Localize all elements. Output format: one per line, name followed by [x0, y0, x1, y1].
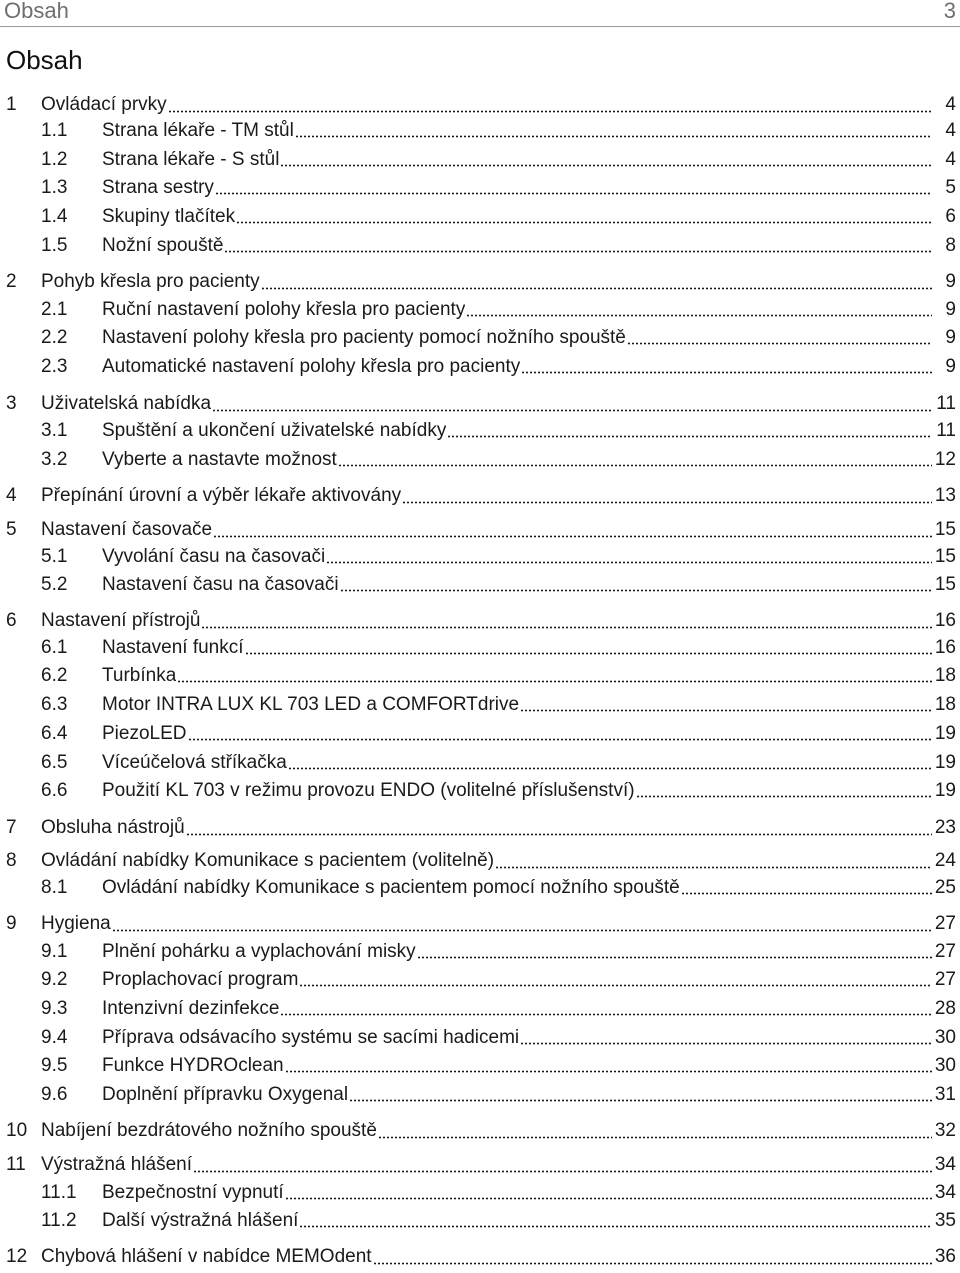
toc-entry-title: Ovládání nabídky Komunikace s pacientem (volitelně): [41, 850, 495, 871]
toc-entry-title: Nastavení polohy křesla pro pacienty pomocí nožního spouště: [102, 327, 626, 348]
toc-entry-page: 16: [934, 637, 956, 658]
toc-entry-title: Skupiny tlačítek: [102, 206, 236, 227]
toc-entry-number: 6: [6, 610, 17, 631]
toc-entry-title: Strana sestry: [102, 177, 214, 198]
toc-entry-number: 9: [6, 913, 17, 934]
toc-entry-number: 5.1: [41, 546, 68, 567]
toc-dot-leader: [349, 1084, 932, 1102]
toc-section-entry[interactable]: [0, 777, 960, 805]
toc-entry-number: 6.4: [41, 723, 68, 744]
toc-section-entry[interactable]: [0, 174, 960, 202]
toc-entry-number: 9.1: [41, 941, 68, 962]
toc-entry-page: 31: [934, 1084, 956, 1105]
toc-entry-page: 30: [934, 1027, 956, 1048]
toc-chapter-entry[interactable]: [0, 515, 960, 545]
toc-section-entry[interactable]: [0, 117, 960, 145]
toc-entry-number: 4: [6, 485, 17, 506]
toc-chapter-entry[interactable]: [0, 389, 960, 419]
toc-section-entry[interactable]: [0, 543, 960, 571]
toc-section-entry[interactable]: [0, 749, 960, 777]
toc-entry-title: Vyberte a nastavte možnost: [102, 449, 337, 470]
toc-entry-page: 9: [945, 299, 956, 320]
toc-dot-leader: [466, 299, 932, 317]
toc-entry-title: Výstražná hlášení: [41, 1154, 193, 1175]
toc-entry-title: Uživatelská nabídka: [41, 393, 212, 414]
toc-entry-page: 5: [945, 177, 956, 198]
toc-entry-number: 6.6: [41, 780, 68, 801]
toc-entry-number: 6.3: [41, 694, 68, 715]
toc-entry-page: 4: [945, 94, 956, 115]
toc-entry-title: Přepínání úrovní a výběr lékaře aktivovány: [41, 485, 402, 506]
toc-entry-page: 15: [934, 519, 956, 540]
toc-dot-leader: [636, 780, 932, 798]
toc-entry-page: 27: [934, 913, 956, 934]
toc-section-entry[interactable]: [0, 571, 960, 599]
toc-entry-page: 19: [934, 752, 956, 773]
toc-entry-title: Použití KL 703 v režimu provozu ENDO (volitelné příslušenství): [102, 780, 635, 801]
toc-chapter-entry[interactable]: [0, 267, 960, 297]
toc-entry-page: 11: [936, 420, 956, 441]
toc-entry-number: 3: [6, 393, 17, 414]
toc-chapter-entry[interactable]: [0, 846, 960, 876]
toc-dot-leader: [201, 611, 932, 629]
toc-entry-page: 16: [934, 610, 956, 631]
toc-entry-page: 19: [934, 723, 956, 744]
toc-dot-leader: [495, 851, 932, 869]
document-title: Obsah: [6, 45, 83, 75]
toc-dot-leader: [285, 1055, 932, 1073]
toc-chapter-entry[interactable]: [0, 90, 960, 120]
toc-section-entry[interactable]: [0, 1207, 960, 1235]
toc-section-entry[interactable]: [0, 1024, 960, 1052]
toc-entry-title: Ovládací prvky: [41, 94, 167, 115]
toc-chapter-entry[interactable]: [0, 1150, 960, 1180]
toc-section-entry[interactable]: [0, 691, 960, 719]
toc-section-entry[interactable]: [0, 720, 960, 748]
toc-entry-number: 6.5: [41, 752, 68, 773]
header-page-number: 3: [943, 0, 956, 23]
toc-section-entry[interactable]: [0, 874, 960, 902]
toc-entry-page: 30: [934, 1055, 956, 1076]
toc-entry-number: 1.5: [41, 235, 68, 256]
toc-dot-leader: [224, 235, 932, 253]
toc-entry-title: Nastavení přístrojů: [41, 610, 201, 631]
toc-dot-leader: [168, 95, 932, 113]
toc-dot-leader: [112, 914, 932, 932]
toc-entry-number: 9.5: [41, 1055, 68, 1076]
toc-entry-page: 32: [934, 1120, 956, 1141]
toc-dot-leader: [245, 637, 932, 655]
toc-entry-page: 9: [945, 271, 956, 292]
toc-chapter-entry[interactable]: [0, 1116, 960, 1146]
toc-entry-page: 18: [934, 694, 956, 715]
toc-section-entry[interactable]: [0, 232, 960, 260]
toc-chapter-entry[interactable]: [0, 481, 960, 511]
toc-dot-leader: [299, 1210, 932, 1228]
toc-entry-page: 4: [945, 120, 956, 141]
toc-entry-number: 1.4: [41, 206, 68, 227]
toc-entry-number: 5.2: [41, 574, 68, 595]
toc-entry-title: Nabíjení bezdrátového nožního spouště: [41, 1120, 377, 1141]
toc-entry-page: 25: [934, 877, 956, 898]
toc-entry-number: 12: [6, 1246, 28, 1267]
toc-entry-number: 1.2: [41, 149, 68, 170]
toc-dot-leader: [236, 206, 932, 224]
toc-entry-title: Pohyb křesla pro pacienty: [41, 271, 260, 292]
toc-entry-number: 9.4: [41, 1027, 68, 1048]
toc-chapter-entry[interactable]: [0, 909, 960, 939]
toc-entry-number: 6.2: [41, 665, 68, 686]
toc-dot-leader: [213, 520, 932, 538]
toc-entry-page: 24: [934, 850, 956, 871]
header-title: Obsah: [4, 0, 69, 23]
toc-section-entry[interactable]: [0, 353, 960, 381]
toc-section-entry[interactable]: [0, 446, 960, 474]
toc-entry-number: 6.1: [41, 637, 68, 658]
toc-dot-leader: [338, 449, 932, 467]
toc-dot-leader: [520, 1027, 932, 1045]
toc-section-entry[interactable]: [0, 938, 960, 966]
toc-section-entry[interactable]: [0, 203, 960, 231]
toc-section-entry[interactable]: [0, 1179, 960, 1207]
toc-section-entry[interactable]: [0, 324, 960, 352]
toc-entry-page: 36: [934, 1246, 956, 1267]
toc-entry-title: Ovládání nabídky Komunikace s pacientem pomocí nožního spouště: [102, 877, 680, 898]
toc-entry-number: 9.2: [41, 969, 68, 990]
toc-dot-leader: [447, 420, 932, 438]
toc-entry-page: 6: [945, 206, 956, 227]
toc-entry-number: 3.1: [41, 420, 68, 441]
toc-entry-number: 9.6: [41, 1084, 68, 1105]
toc-dot-leader: [261, 272, 932, 290]
toc-chapter-entry[interactable]: [0, 606, 960, 636]
toc-entry-page: 18: [934, 665, 956, 686]
toc-section-entry[interactable]: [0, 1052, 960, 1080]
toc-entry-title: Doplnění přípravku Oxygenal: [102, 1084, 349, 1105]
toc-section-entry[interactable]: [0, 417, 960, 445]
toc-entry-title: Obsluha nástrojů: [41, 817, 185, 838]
toc-entry-number: 8.1: [41, 877, 68, 898]
toc-entry-page: 9: [945, 327, 956, 348]
toc-entry-number: 7: [6, 817, 17, 838]
toc-dot-leader: [340, 574, 932, 592]
toc-entry-title: Vyvolání času na časovači: [102, 546, 326, 567]
toc-chapter-entry[interactable]: [0, 1242, 960, 1272]
toc-entry-page: 4: [945, 149, 956, 170]
toc-entry-number: 11.1: [41, 1182, 77, 1203]
toc-entry-page: 34: [934, 1154, 956, 1175]
toc-entry-page: 13: [934, 485, 956, 506]
page-header: [0, 0, 960, 28]
toc-entry-title: Bezpečnostní vypnutí: [102, 1182, 284, 1203]
toc-entry-page: 28: [934, 998, 956, 1019]
toc-dot-leader: [215, 177, 932, 195]
toc-dot-leader: [521, 356, 932, 374]
toc-entry-title: Příprava odsávacího systému se sacími hadicemi: [102, 1027, 520, 1048]
toc-dot-leader: [212, 394, 932, 412]
toc-entry-page: 27: [934, 969, 956, 990]
toc-dot-leader: [627, 327, 932, 345]
toc-entry-number: 8: [6, 850, 17, 871]
toc-entry-title: Plnění pohárku a vyplachování misky: [102, 941, 416, 962]
toc-dot-leader: [177, 665, 932, 683]
toc-entry-number: 2: [6, 271, 17, 292]
toc-section-entry[interactable]: [0, 662, 960, 690]
toc-section-entry[interactable]: [0, 966, 960, 994]
toc-entry-title: Chybová hlášení v nabídce MEMOdent: [41, 1246, 372, 1267]
toc-entry-title: PiezoLED: [102, 723, 187, 744]
toc-dot-leader: [326, 546, 932, 564]
toc-entry-number: 11.2: [41, 1210, 77, 1231]
toc-section-entry[interactable]: [0, 296, 960, 324]
toc-entry-page: 15: [934, 574, 956, 595]
toc-entry-title: Nožní spouště: [102, 235, 224, 256]
toc-dot-leader: [280, 149, 932, 167]
toc-section-entry[interactable]: [0, 995, 960, 1023]
toc-dot-leader: [188, 723, 933, 741]
toc-dot-leader: [295, 120, 932, 138]
toc-entry-page: 12: [934, 449, 956, 470]
toc-dot-leader: [285, 1182, 932, 1200]
toc-entry-title: Turbínka: [102, 665, 177, 686]
toc-dot-leader: [402, 486, 932, 504]
toc-entry-number: 3.2: [41, 449, 68, 470]
toc-entry-number: 5: [6, 519, 17, 540]
toc-entry-title: Motor INTRA LUX KL 703 LED a COMFORTdrive: [102, 694, 520, 715]
toc-entry-title: Spuštění a ukončení uživatelské nabídky: [102, 420, 447, 441]
toc-entry-title: Víceúčelová stříkačka: [102, 752, 287, 773]
toc-entry-page: 9: [945, 356, 956, 377]
toc-entry-page: 23: [934, 817, 956, 838]
toc-entry-title: Intenzivní dezinfekce: [102, 998, 280, 1019]
toc-entry-title: Automatické nastavení polohy křesla pro pacienty: [102, 356, 521, 377]
toc-chapter-entry[interactable]: [0, 813, 960, 843]
toc-dot-leader: [288, 752, 932, 770]
toc-entry-title: Nastavení časovače: [41, 519, 213, 540]
toc-entry-page: 34: [934, 1182, 956, 1203]
toc-entry-page: 27: [934, 941, 956, 962]
toc-entry-number: 11: [6, 1154, 26, 1175]
toc-entry-title: Ruční nastavení polohy křesla pro pacienty: [102, 299, 466, 320]
toc-dot-leader: [193, 1155, 932, 1173]
toc-entry-page: 11: [936, 393, 956, 414]
toc-entry-number: 2.3: [41, 356, 68, 377]
toc-entry-number: 10: [6, 1120, 28, 1141]
toc-entry-title: Další výstražná hlášení: [102, 1210, 299, 1231]
toc-entry-title: Funkce HYDROclean: [102, 1055, 284, 1076]
toc-dot-leader: [373, 1247, 932, 1265]
toc-entry-page: 15: [934, 546, 956, 567]
toc-section-entry[interactable]: [0, 1081, 960, 1109]
toc-entry-number: 9.3: [41, 998, 68, 1019]
header-divider: [0, 26, 960, 27]
toc-entry-page: 8: [945, 235, 956, 256]
toc-entry-title: Strana lékaře - S stůl: [102, 149, 280, 170]
toc-entry-title: Proplachovací program: [102, 969, 299, 990]
toc-entry-page: 35: [934, 1210, 956, 1231]
toc-entry-number: 2.2: [41, 327, 68, 348]
toc-dot-leader: [299, 969, 932, 987]
toc-entry-number: 2.1: [41, 299, 68, 320]
toc-dot-leader: [417, 941, 932, 959]
toc-dot-leader: [520, 694, 932, 712]
toc-section-entry[interactable]: [0, 146, 960, 174]
toc-dot-leader: [378, 1121, 932, 1139]
toc-entry-title: Strana lékaře - TM stůl: [102, 120, 294, 141]
toc-entry-title: Nastavení funkcí: [102, 637, 244, 658]
toc-entry-title: Nastavení času na časovači: [102, 574, 339, 595]
toc-entry-number: 1.1: [41, 120, 68, 141]
toc-entry-number: 1.3: [41, 177, 68, 198]
toc-entry-number: 1: [6, 94, 17, 115]
toc-dot-leader: [186, 818, 932, 836]
toc-entry-page: 19: [934, 780, 956, 801]
toc-dot-leader: [681, 877, 932, 895]
toc-entry-title: Hygiena: [41, 913, 111, 934]
toc-section-entry[interactable]: [0, 634, 960, 662]
toc-dot-leader: [280, 998, 932, 1016]
